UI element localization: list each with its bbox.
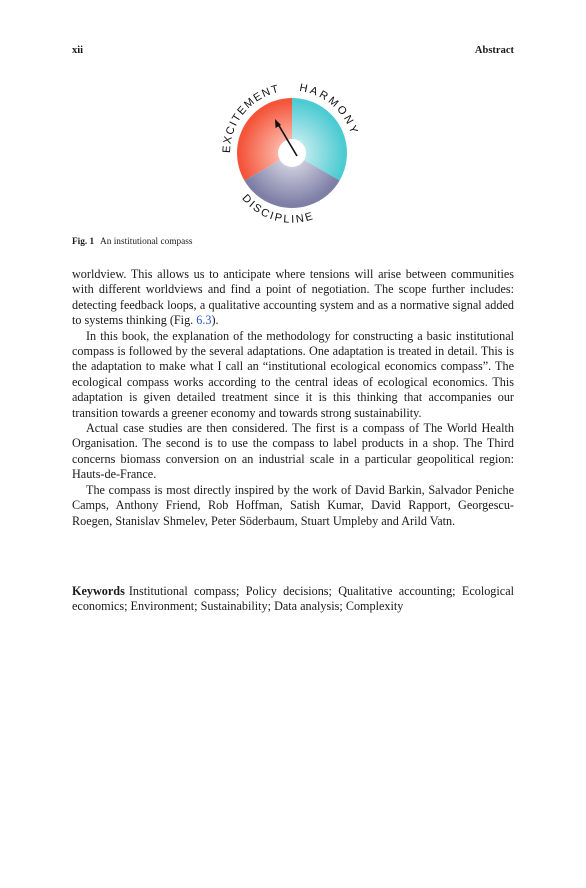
figure-caption [72, 237, 192, 247]
paragraph-1-text: worldview. This allows us to anticipate where tensions will arise between communities with different worldviews and find a point of negotiation. The scope further includes: detecting feedback loops, a qualitative accounting system and as a normative signal added to systems thinking (Fig. [72, 267, 514, 328]
institutional-compass-figure [214, 78, 374, 228]
label-harmony: HARMONY [298, 81, 361, 138]
figure-caption-text: An institutional compass [100, 237, 193, 247]
page-number: xii [72, 45, 84, 56]
figure-reference-link[interactable]: 6.3 [196, 313, 212, 328]
compass-hub [278, 139, 306, 167]
paragraph-3: Actual case studies are then considered. The first is a compass of The World Health Organisation. The second is to use the compass to label products in a shop. The Third concerns biomass conversion on an industrial scale in a particular geopolitical region: Hauts-de-France. [72, 421, 514, 482]
figure-caption-label: Fig. 1 [72, 237, 95, 247]
running-head [72, 45, 514, 61]
section-title: Abstract [474, 45, 514, 56]
paragraph-4: The compass is most directly inspired by the work of David Barkin, Salvador Peniche Camps, Anthony Friend, Rob Hoffman, Satish Kumar, David Rapport, Georgescu-Roegen, Stanislav Shmelev, Peter Söderbaum, Stuart Umpleby and Arild Vatn. [72, 482, 514, 528]
paragraph-1-end: ). [211, 313, 219, 328]
abstract-body [72, 267, 514, 529]
label-discipline: DISCIPLINE [239, 192, 317, 226]
paragraph-2: In this book, the explanation of the methodology for constructing a basic institutional compass is followed by the several adaptations. One adaptation is treated in detail. This is the adaptation to make what I call an “institutional ecological economics compass”. The ecological compass works according to the central ideas of ecological economics. This adaptation is given detailed treatment since it is this thinking that accompanies our transition towards a greener economy and towards strong sustainability. [72, 328, 514, 420]
keywords-label: Keywords [72, 584, 125, 598]
keywords-block [72, 584, 514, 615]
label-excitement: EXCITEMENT [220, 82, 282, 154]
keywords-text: Institutional compass; Policy decisions; Qualitative accounting; Ecological economics; Environment; Sustainability; Data analysis; Complexity [72, 584, 514, 614]
paragraph-1 [72, 267, 514, 329]
